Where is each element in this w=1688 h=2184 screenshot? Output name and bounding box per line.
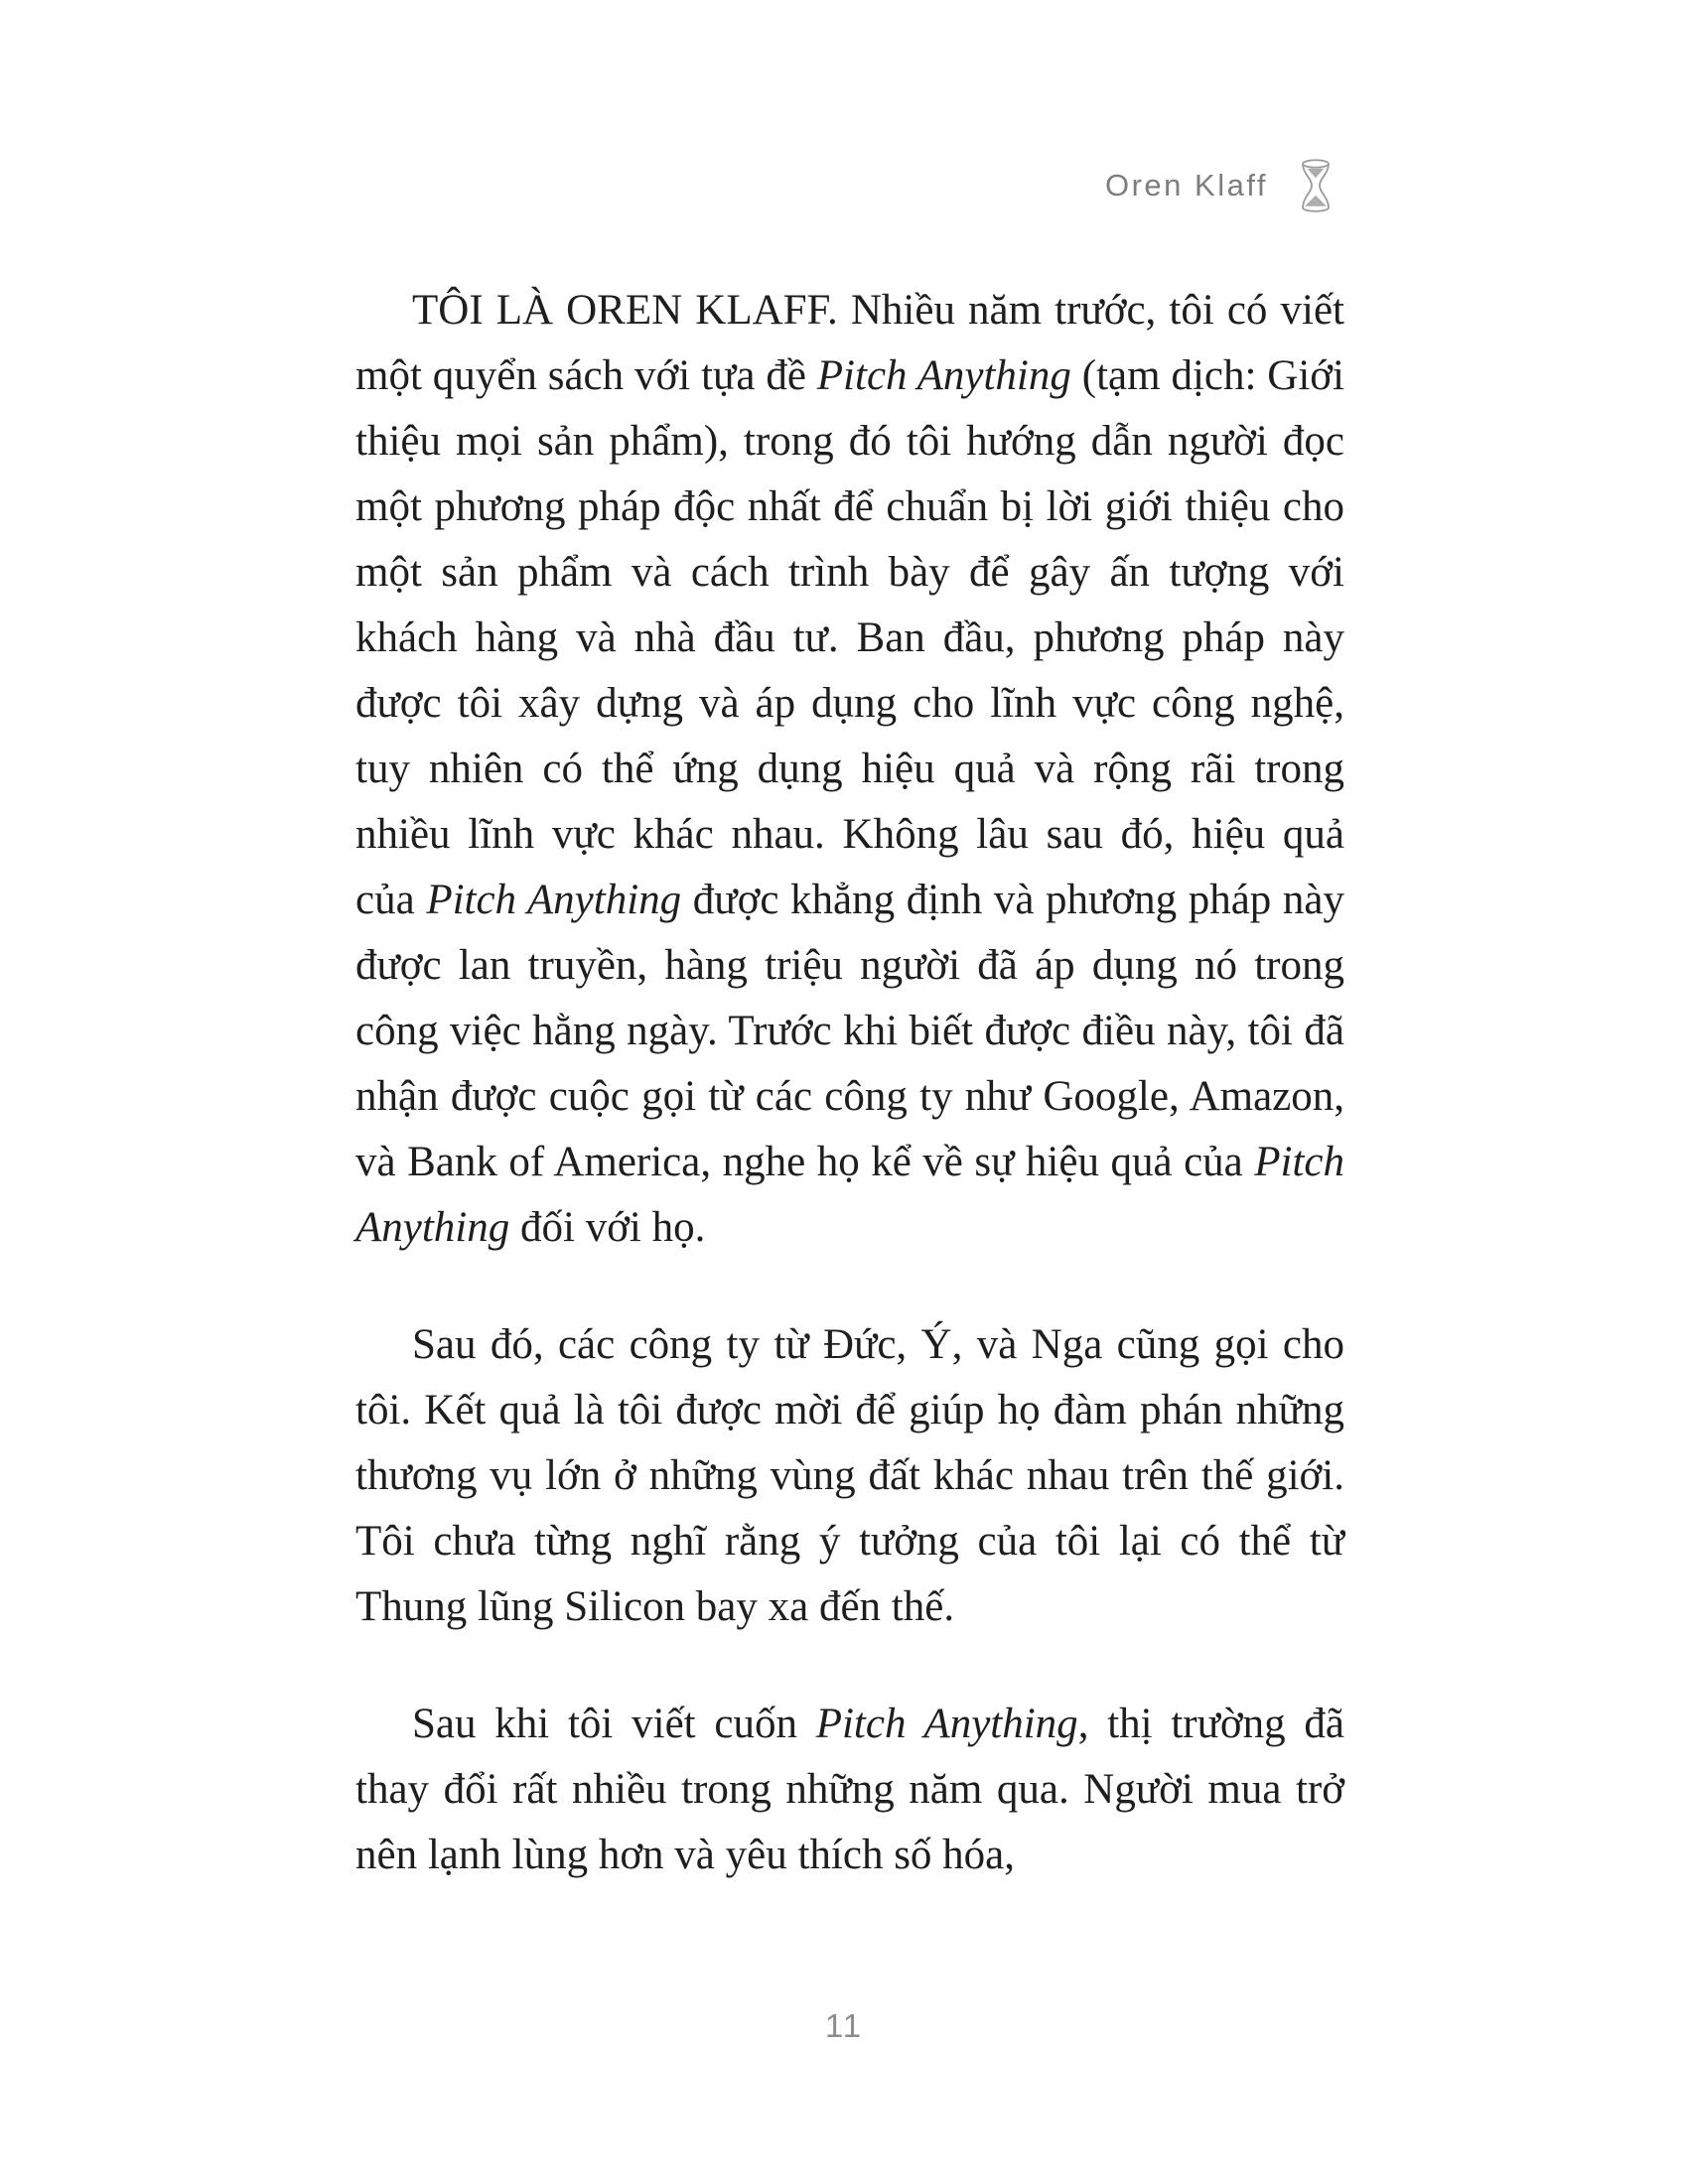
paragraph <box>355 278 1344 1261</box>
book-title-italic: Pitch Anything <box>815 1701 1078 1747</box>
text-run: được khẳng định và phương pháp này được lan truyền, hàng triệu người đã áp dụng nó trong công việc hằng ngày. Trước khi biết được điều này, tôi đã nhận được cuộc gọi từ các công ty như Google, Amazon, và Bank of America, nghe họ kể về sự hiệu quả của <box>355 877 1345 1185</box>
page-number: 11 <box>824 2007 864 2044</box>
hourglass-icon <box>1298 159 1334 212</box>
book-title-italic: Pitch Anything <box>816 352 1071 399</box>
text-run: (tạm dịch: Giới thiệu mọi sản phẩm), trong đó tôi hướng dẫn người đọc một phương pháp độc nhất để chuẩn bị lời giới thiệu cho một sản phẩm và cách trình bày để gây ấn tượng với khách hàng và nhà đầu tư. Ban đầu, phương pháp này được tôi xây dựng và áp dụng cho lĩnh vực công nghệ, tuy nhiên có thể ứng dụng hiệu quả và rộng rãi trong nhiều lĩnh vực khác nhau. Không lâu sau đó, hiệu quả của <box>355 352 1344 923</box>
text-run: Sau khi tôi viết cuốn <box>412 1701 816 1747</box>
book-title-italic: Pitch Anything <box>426 877 682 923</box>
paragraph <box>355 1692 1344 1888</box>
running-header <box>1105 159 1334 212</box>
text-run: , thị trường đã thay đổi rất nhiều trong những năm qua. Người mua trở nên lạnh lùng hơn và yêu thích số hóa, <box>355 1701 1345 1878</box>
text-run: đối với họ. <box>509 1204 706 1251</box>
paragraph <box>355 1312 1344 1640</box>
text-run: Sau đó, các công ty từ Đức, Ý, và Nga cũng gọi cho tôi. Kết quả là tôi được mời để giúp họ đàm phán những thương vụ lớn ở những vùng đất khác nhau trên thế giới. Tôi chưa từng nghĩ rằng ý tưởng của tôi lại có thể từ Thung lũng Silicon bay xa đến thế. <box>355 1321 1344 1630</box>
book-title-italic: Pitch Anything <box>355 1139 1344 1251</box>
body-text <box>355 278 1344 1888</box>
running-head-author: Oren Klaff <box>1105 168 1269 203</box>
text-run: TÔI LÀ OREN KLAFF. Nhiều năm trước, tôi có viết một quyển sách với tựa đề <box>355 287 1344 399</box>
